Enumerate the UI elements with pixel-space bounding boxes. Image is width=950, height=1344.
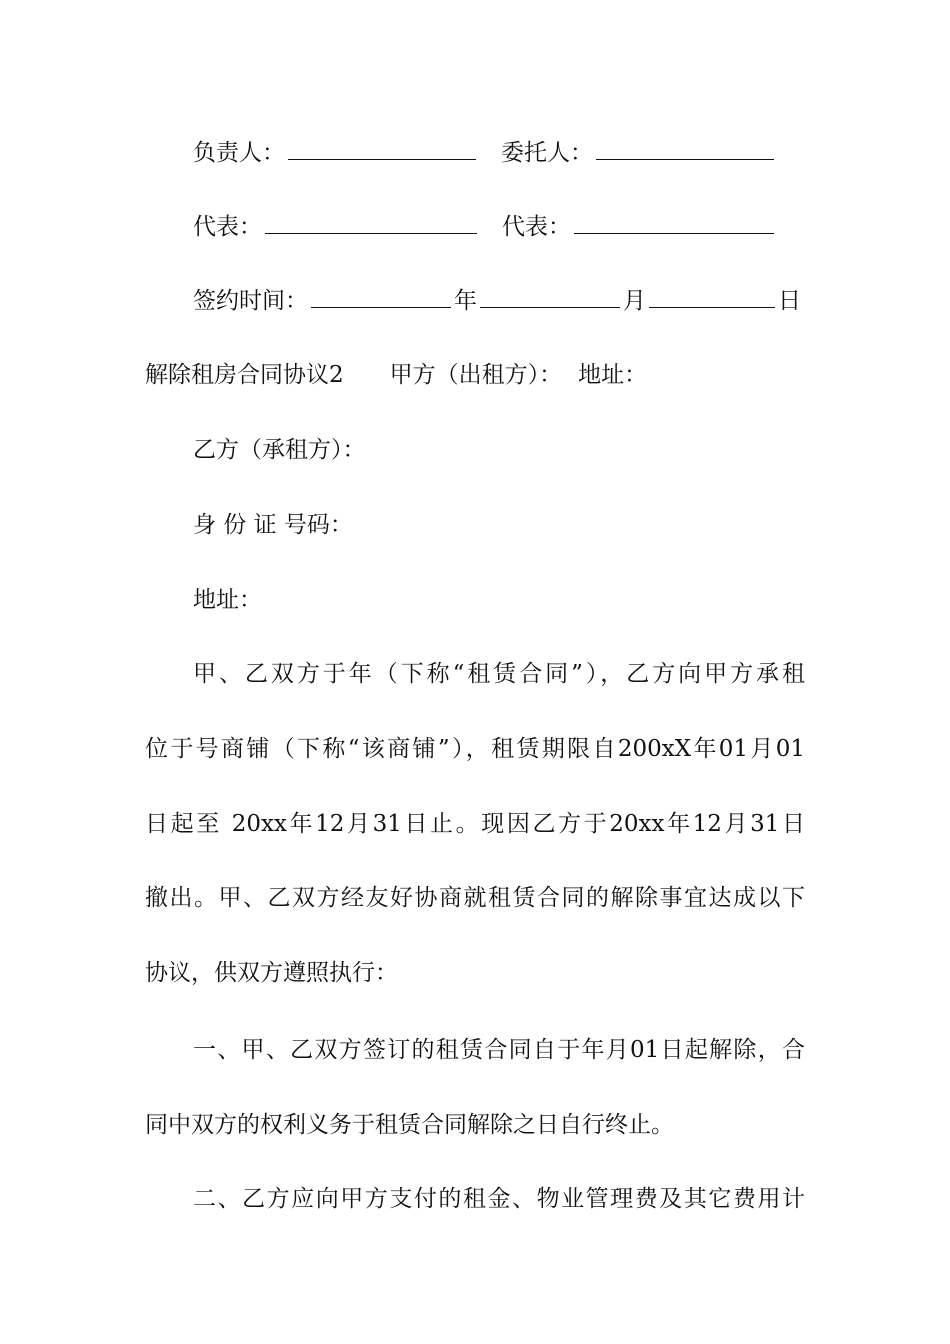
party-b-row [193, 430, 805, 470]
month-label: 月 [623, 288, 646, 314]
paragraph-line: 撤出。甲、乙双方经友好协商就租赁合同的解除事宜达成以下 [145, 885, 805, 911]
party-a-address-label: 地址： [578, 362, 648, 388]
paragraph-line: 甲、乙双方于年（下称“租赁合同”），乙方向甲方承租 [193, 661, 805, 687]
day-label: 日 [778, 288, 801, 314]
day-blank [649, 281, 775, 308]
clause-line: 二、乙方应向甲方支付的租金、物业管理费及其它费用计 [193, 1186, 805, 1212]
month-blank [480, 281, 620, 308]
entrusted-person-blank [596, 133, 774, 160]
year-blank [311, 281, 451, 308]
id-number-row [193, 505, 805, 545]
party-a-label: 甲方（出租方）： [389, 362, 563, 388]
agreement-title: 解除租房合同协议2 [145, 362, 344, 388]
representative-b-blank [574, 207, 774, 234]
address-row [193, 580, 805, 620]
paragraph-line: 位于号商铺（下称“该商铺”），租赁期限自200xX年01月01 [145, 736, 805, 762]
signature-row-responsible [193, 133, 805, 173]
clause-line: 一、甲、乙双方签订的租赁合同自于年月01日起解除，合 [193, 1037, 805, 1063]
representative-a-label: 代表： [193, 214, 262, 240]
year-label: 年 [454, 288, 477, 314]
signature-row-representative [193, 207, 805, 247]
address-label: 地址： [193, 587, 262, 613]
representative-a-blank [265, 207, 477, 234]
signing-date-row [193, 281, 805, 321]
party-b-label: 乙方（承租方）： [193, 437, 366, 463]
representative-b-label: 代表： [502, 214, 571, 240]
agreement-heading-row [145, 355, 805, 395]
clause-line: 同中双方的权利义务于租赁合同解除之日自行终止。 [145, 1112, 674, 1138]
id-number-label: 身 份 证 号码： [193, 512, 353, 538]
paragraph-line: 日起至 20xx年12月31日止。现因乙方于20xx年12月31日 [145, 811, 805, 837]
paragraph-line: 协议，供双方遵照执行： [145, 960, 398, 986]
responsible-person-label: 负责人： [193, 140, 285, 166]
responsible-person-blank [288, 133, 476, 160]
entrusted-person-label: 委托人： [501, 140, 593, 166]
signing-date-label: 签约时间： [193, 288, 308, 314]
